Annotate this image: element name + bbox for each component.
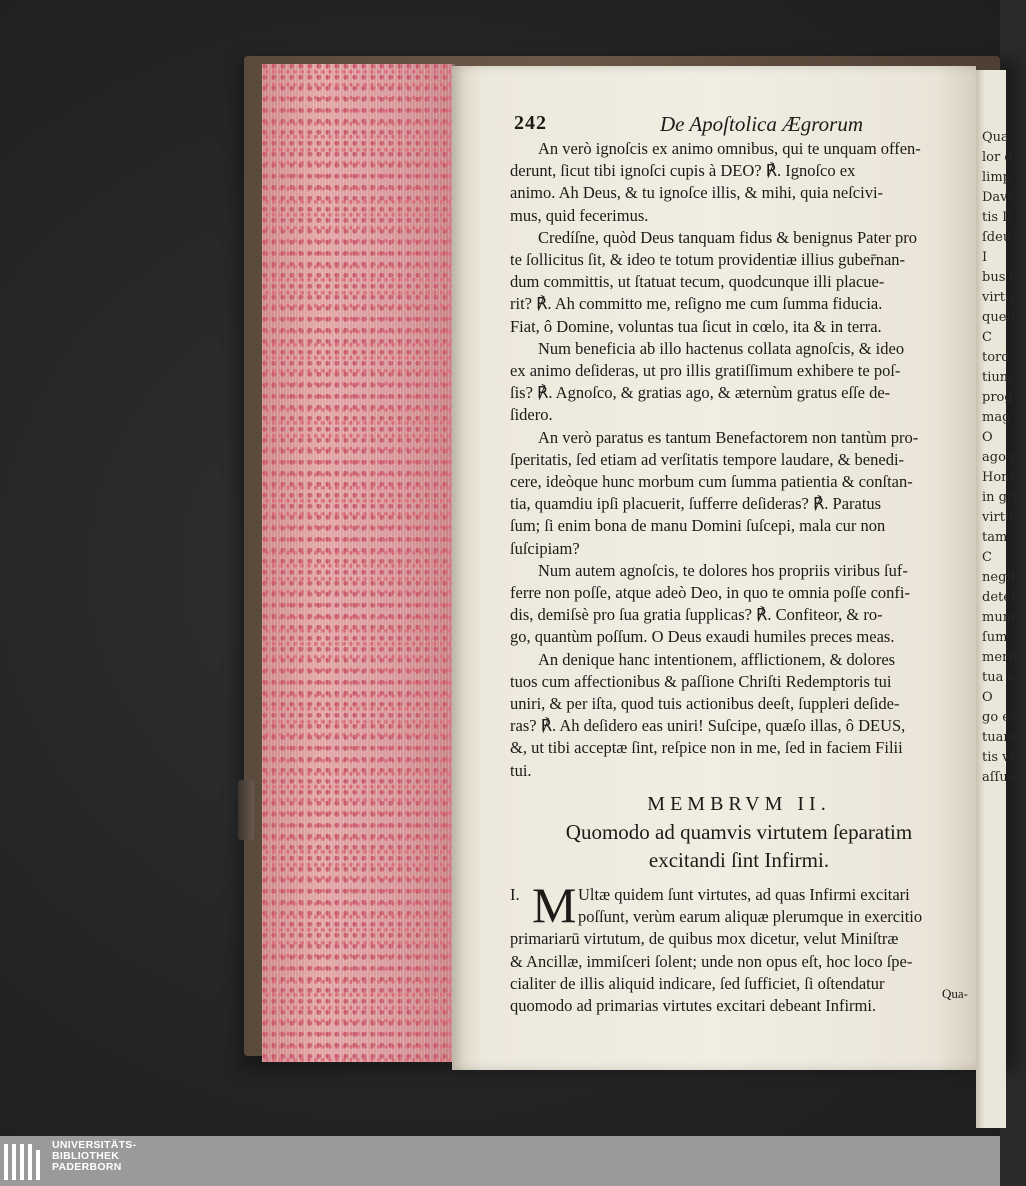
next-page-text-fragment: Hom <box>982 470 1014 485</box>
next-page-fragment <box>976 70 1026 1128</box>
text-line: Fiat, ô Domine, voluntas tua ſicut in cœlo, ita & in terra. <box>510 316 882 336</box>
paragraph-lines <box>510 884 968 1017</box>
text-line: ſidero. <box>510 405 553 425</box>
text-line: dum committis, ut ſtatuat tecum, quodcunque illi placue- <box>510 272 885 292</box>
catchword: Qua- <box>942 986 968 1001</box>
next-page-text-fragment: tis D <box>982 210 1013 225</box>
next-page-text-fragment: I <box>982 250 988 265</box>
text-line: tia, quamdiu ipſi placuerit, ſufferre deſideras? ℟. Paratus <box>510 494 882 514</box>
library-name-line-1: UNIVERSITÄTS- <box>52 1139 137 1151</box>
text-line: dis, demiſsè pro ſua gratia ſupplicas? ℟. Confiteor, & ro- <box>510 605 883 625</box>
next-page-text-fragment: O <box>982 690 993 705</box>
next-page-text-fragment: ſum, <box>982 630 1012 645</box>
text-line: An verò ignoſcis ex animo omnibus, qui te unquam offen- <box>538 139 921 158</box>
next-page-text-fragment: Qua <box>982 130 1009 145</box>
library-name-line-3: PADERBORN <box>52 1161 122 1173</box>
next-page-text-fragment: C <box>982 330 992 345</box>
paragraph-line: Ultæ quidem ſunt virtutes, ad quas Infirmi excitari <box>578 884 910 904</box>
next-page-text-fragment: quen <box>982 310 1015 325</box>
paragraph-line: poſſunt, verùm earum aliquæ plerumque in exercitio <box>578 907 923 927</box>
library-footer <box>0 1136 1000 1186</box>
text-line: tuos cum affectionibus & paſſione Chriſti Redemptoris tui <box>510 671 892 691</box>
next-page-text-fragment: tuam <box>982 730 1016 745</box>
next-page-text-fragment: virtu <box>982 290 1014 305</box>
next-page-text-fragment: ſdeu <box>982 230 1012 245</box>
next-page-text-fragment: negli <box>982 570 1015 585</box>
next-page-text-fragment: C <box>982 550 992 565</box>
text-line: ſis? ℟. Agnoſco, & gratias ago, & æternùm gratus eſſe de- <box>510 383 891 403</box>
next-page-text-fragment: aſſus e <box>982 770 1026 785</box>
text-line: ras? ℟. Ah deſidero eas uniri! Suſcipe, quæſo illas, ô DEUS, <box>510 716 906 736</box>
running-header <box>510 112 968 138</box>
text-line: Num autem agnoſcis, te dolores hos propriis viribus ſuf- <box>538 560 908 580</box>
text-line: Num beneficia ab illo hactenus collata agnoſcis, & ideo <box>538 338 905 358</box>
text-line: An denique hanc intentionem, afflictionem, & dolores <box>538 649 896 669</box>
library-logo-icon <box>4 1144 48 1180</box>
subheading-line-2: excitandi ſint Infirmi. <box>648 847 830 872</box>
next-page-text-fragment: virtu <box>982 510 1014 525</box>
paragraph-line: primariarū virtutum, de quibus mox dicetur, velut Miniſtræ <box>510 929 899 949</box>
text-line: An verò paratus es tantum Benefactorem non tantùm pro- <box>538 427 919 447</box>
next-page-text-fragment: O <box>982 430 993 445</box>
next-page-text-fragment: mag <box>982 410 1011 425</box>
text-line: uniri, & per iſta, quod tuis actionibus deeſt, ſuppleri deſide- <box>510 694 900 714</box>
text-line: &, ut tibi acceptæ ſint, reſpice non in me, ſed in faciem Filii <box>510 738 903 758</box>
subheading-line-1: Quomodo ad quamvis virtutem ſeparatim <box>565 819 913 844</box>
text-line: derunt, ſicut tibi ignoſci cupis à DEO? ℟. Ignoſco ex <box>510 161 856 181</box>
text-line: Credíſne, quòd Deus tanquam fidus & benignus Pater pro <box>538 227 917 247</box>
page-text <box>510 112 968 1017</box>
text-line: ſperitatis, ſed etiam ad verſitatis tempore laudare, & benedi- <box>510 449 905 469</box>
next-page-text-fragment: tam <box>982 530 1008 545</box>
paragraph-line: & Ancillæ, immiſceri ſolent; unde non opus eſt, hoc loco ſpe- <box>510 951 913 971</box>
next-page-text-fragment: Davi <box>982 190 1012 205</box>
next-page-text-fragment: deteſ <box>982 590 1016 605</box>
drop-capital: M <box>532 876 577 933</box>
page-edges-red-sprinkled <box>262 64 455 1062</box>
body-lines <box>510 138 968 782</box>
paragraph-number: I. <box>510 884 520 904</box>
text-line: ex animo deſideras, ut pro illis gratiſſimum exhibere te poſ- <box>510 361 901 381</box>
running-title: De Apoſtolica Ægrorum <box>660 112 863 136</box>
text-line: tui. <box>510 760 532 780</box>
text-line: ſuſcipiam? <box>510 538 580 558</box>
next-page-text-fragment: bus e <box>982 270 1018 285</box>
text-line: ferre non poſſe, atque adeò Deo, in quo te omnia poſſe confi- <box>510 583 910 603</box>
next-page-text-fragment: in gra <box>982 490 1021 505</box>
paragraph-line: cialiter de illis aliquid indicare, ſed ſufficiet, ſi oſtendatur <box>510 973 885 993</box>
text-line: te ſollicitus ſit, & ideo te totum providentiæ illius guber̄nan- <box>510 250 906 270</box>
page-number: 242 <box>514 112 547 134</box>
text-line: go, quantùm poſſum. O Deus exaudi humiles preces meas. <box>510 627 895 647</box>
next-page-text-fragment: limp <box>982 170 1011 185</box>
text-line: cere, ideòque hunc morbum cum ſumma patientia & conſtan- <box>510 472 913 492</box>
text-line: rit? ℟. Ah committo me, reſigno me cum ſumma fiducia. <box>510 294 883 314</box>
next-page-text-fragment: lor d <box>982 150 1013 165</box>
paragraph-one <box>510 876 968 1017</box>
next-page-text-fragment: tis vi <box>982 750 1014 765</box>
next-page-text-fragment: mum <box>982 610 1016 625</box>
paragraph-line: quomodo ad primarias virtutes excitari debeant Infirmi. <box>510 995 877 1015</box>
book-clasp <box>238 780 254 840</box>
text-line: animo. Ah Deus, & tu ignoſce illis, & mihi, quia neſcivi- <box>510 183 884 203</box>
next-page-text-fragment: tium <box>982 370 1013 385</box>
text-line: ſum; ſi enim bona de manu Domini ſuſcepi, mala cur non <box>510 516 886 536</box>
next-page-text-fragment: tord <box>982 350 1010 365</box>
library-name <box>52 1140 136 1173</box>
next-page-text-fragment: prog <box>982 390 1013 405</box>
text-line: mus, quid fecerimus. <box>510 205 649 225</box>
next-page-text-fragment: tua ag <box>982 670 1024 685</box>
section-heading: MEMBRVM II. <box>647 792 831 815</box>
next-page-text-fragment: merit <box>982 650 1018 665</box>
next-page-text-fragment: go er <box>982 710 1017 725</box>
next-page-text-fragment: ago p <box>982 450 1019 465</box>
library-name-line-2: BIBLIOTHEK <box>52 1150 120 1162</box>
